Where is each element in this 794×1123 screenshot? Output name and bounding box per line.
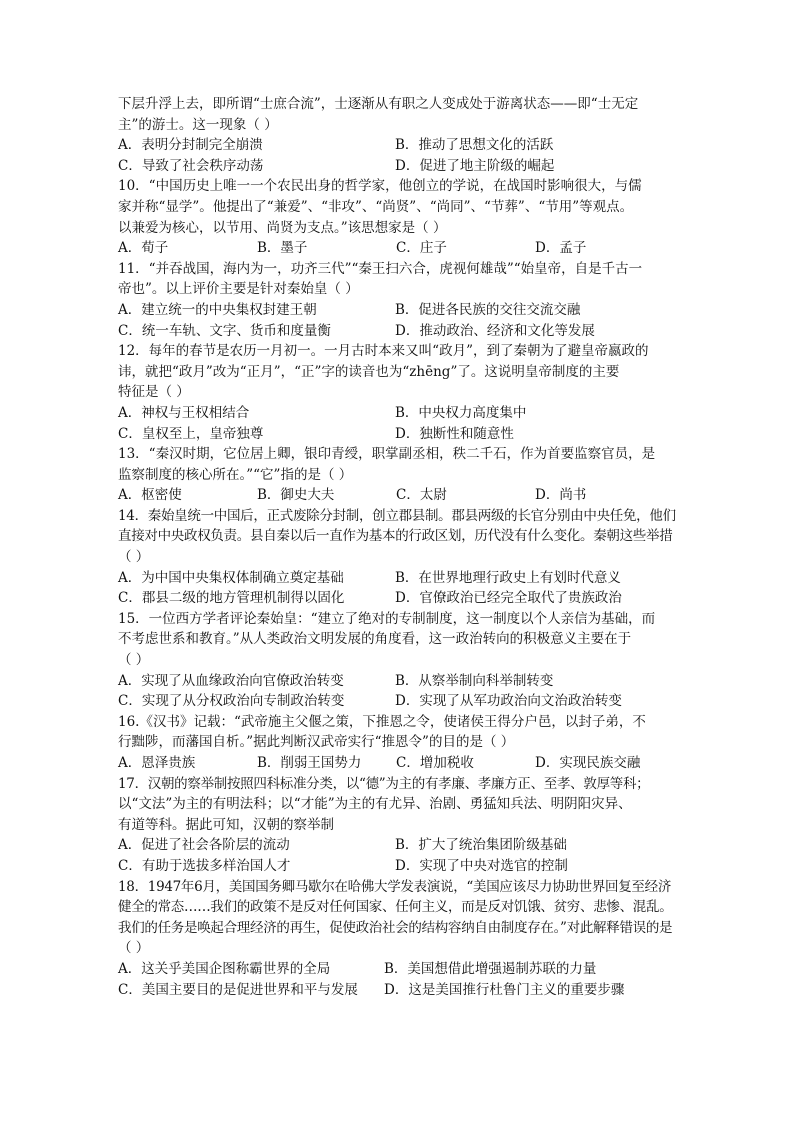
option-row xyxy=(118,485,678,506)
question-text: 不考虑世系和教育。”从人类政治文明发展的角度看，这一政治转向的积极意义主要在于 xyxy=(118,631,632,648)
option-b[interactable]: B．扩大了统治集团阶级基础 xyxy=(395,837,567,854)
question-text: 以兼爱为核心，以节用、尚贤为支点。”该思想家是（ ） xyxy=(118,219,447,236)
question-text: 直接对中央政权负责。县自秦以后一直作为基本的行政区划，历代没有什么变化。秦朝这些举措 xyxy=(118,528,673,545)
option-b[interactable]: B．削弱王国势力 xyxy=(257,755,362,771)
option-b[interactable]: B．御史大夫 xyxy=(257,487,335,504)
option-c[interactable]: C．郡县二级的地方管理机制得以固化 xyxy=(118,590,345,607)
option-a[interactable]: A．为中国中央集权体制确立奠定基础 xyxy=(118,569,344,586)
option-d[interactable]: D．这是美国推行杜鲁门主义的重要步骤 xyxy=(384,981,625,998)
option-row xyxy=(118,980,678,1001)
option-d[interactable]: D．孟子 xyxy=(535,240,587,257)
option-d[interactable]: D．官僚政治已经完全取代了贵族政治 xyxy=(395,590,622,607)
option-row xyxy=(118,156,678,177)
question-text: 18．1947年6月，美国国务卿马歇尔在哈佛大学发表演说，“美国应该尽力协助世界回复至经济 xyxy=(118,878,672,895)
option-row xyxy=(118,568,678,589)
question-text: 11．“并吞战国，海内为一，功齐三代”“秦王扫六合，虎视何雄哉”“始皇帝，自是千古一 xyxy=(118,260,643,277)
option-c[interactable]: C．统一车轨、文字、货币和度量衡 xyxy=(118,322,331,339)
option-c[interactable]: C．皇权至上，皇帝独尊 xyxy=(118,425,264,442)
option-row xyxy=(118,321,678,342)
question-text: （ ） xyxy=(118,549,150,566)
question-text: 13．“秦汉时期，它位居上卿，银印青绶，职掌副丞相，秩二千石，作为首要监察官员，是 xyxy=(118,446,656,463)
option-c[interactable]: C．导致了社会秩序动荡 xyxy=(118,157,264,174)
option-row xyxy=(118,835,678,856)
option-d[interactable]: D．独断性和随意性 xyxy=(395,425,514,442)
question-text: 16.《汉书》记载：“武帝施主父偃之策，下推恩之令，使诸侯王得分户邑，以封子弟，不 xyxy=(118,713,646,730)
option-d[interactable]: D．促进了地主阶级的崛起 xyxy=(395,157,555,174)
option-row xyxy=(118,691,678,712)
option-row xyxy=(118,753,678,774)
option-c[interactable]: C．增加税收 xyxy=(396,755,474,771)
question-text: 15．一位西方学者评论秦始皇：“建立了绝对的专制制度，这一制度以个人亲信为基础，而 xyxy=(118,610,656,627)
question-text: 以“文法”为主的有明法科；以“才能”为主的有尤异、治剧、勇猛知兵法、明阴阳灾异、 xyxy=(118,796,632,813)
question-text: 讳，就把“政月”改为“正月”，“正”字的读音也为“zhēng”了。这说明皇帝制度的主要 xyxy=(118,363,620,380)
option-row xyxy=(118,671,678,692)
option-row xyxy=(118,300,678,321)
option-d[interactable]: D．实现民族交融 xyxy=(535,755,641,771)
option-row xyxy=(118,135,678,156)
option-row xyxy=(118,959,678,980)
question-text: 行黜陟，而藩国自析。”据此判断汉武帝实行“推恩令”的目的是（ ） xyxy=(118,734,515,751)
question-text: 我们的任务是唤起合理经济的再生，促使政治社会的结构容纳自由制度存在。”对此解释错误的是 xyxy=(118,919,673,936)
option-c[interactable]: C．太尉 xyxy=(396,487,447,504)
option-a[interactable]: A．建立统一的中央集权封建王朝 xyxy=(118,301,317,318)
question-text: 12．每年的春节是农历一月初一。一月古时本来又叫“政月”，到了秦朝为了避皇帝嬴政的 xyxy=(118,343,649,360)
question-text: 主”的游士。这一现象（ ） xyxy=(118,116,278,133)
question-text: 帝也”。以上评价主要是针对秦始皇（ ） xyxy=(118,281,359,298)
question-text: 下层升浮上去，即所谓“士庶合流”，士逐渐从有职之人变成处于游离状态——即“士无定 xyxy=(118,96,639,112)
question-text: 有道等科。据此可知，汉朝的察举制 xyxy=(118,816,334,833)
question-text: （ ） xyxy=(118,940,150,957)
question-text: 特征是（ ） xyxy=(118,384,190,401)
question-text: 10．“中国历史上唯一一个农民出身的哲学家，他创立的学说，在战国时影响很大，与儒 xyxy=(118,178,642,195)
option-b[interactable]: B．推动了思想文化的活跃 xyxy=(395,137,554,154)
option-row xyxy=(118,588,678,609)
option-b[interactable]: B．中央权力高度集中 xyxy=(395,404,527,421)
question-text: （ ） xyxy=(118,652,150,669)
option-row xyxy=(118,403,678,424)
option-b[interactable]: B．从察举制向科举制转变 xyxy=(395,672,554,689)
option-c[interactable]: C．有助于选拔多样治国人才 xyxy=(118,857,291,874)
option-a[interactable]: A．恩泽贵族 xyxy=(118,755,196,771)
option-b[interactable]: B．美国想借此增强遏制苏联的力量 xyxy=(384,960,597,977)
option-a[interactable]: A．神权与王权相结合 xyxy=(118,404,250,421)
option-d[interactable]: D．实现了从军功政治向文治政治转变 xyxy=(395,693,622,710)
option-d[interactable]: D．尚书 xyxy=(535,487,587,504)
option-b[interactable]: B．墨子 xyxy=(257,240,308,257)
question-text: 监察制度的核心所在。”“它”指的是（ ） xyxy=(118,466,353,483)
option-a[interactable]: A．表明分封制完全崩溃 xyxy=(118,137,263,154)
option-row xyxy=(118,424,678,445)
question-text: 健全的常态……我们的政策不是反对任何国家、任何主义，而是反对饥饿、贫穷、悲惨、混乱。 xyxy=(118,899,673,916)
option-c[interactable]: C．庄子 xyxy=(396,240,447,257)
question-text: 17．汉朝的察举制按照四科标准分类，以“德”为主的有孝廉、孝廉方正、至孝、敦厚等科； xyxy=(118,775,650,792)
option-d[interactable]: D．实现了中央对选官的控制 xyxy=(395,857,568,874)
option-a[interactable]: A．实现了从血缘政治向官僚政治转变 xyxy=(118,672,344,689)
option-a[interactable]: A．枢密使 xyxy=(118,487,182,504)
question-text: 14．秦始皇统一中国后，正式废除分封制，创立郡县制。郡县两级的长官分别由中央任免，他们 xyxy=(118,507,676,524)
option-row xyxy=(118,856,678,877)
option-c[interactable]: C．美国主要目的是促进世界和平与发展 xyxy=(118,981,358,998)
question-block xyxy=(118,94,678,1000)
option-a[interactable]: A．荀子 xyxy=(118,240,169,257)
question-text: 家并称“显学”。他提出了“兼爱”、“非攻”、“尚贤”、“尚同”、“节葬”、“节用”等观点。 xyxy=(118,198,634,215)
option-b[interactable]: B．在世界地理行政史上有划时代意义 xyxy=(395,569,621,586)
option-c[interactable]: C．实现了从分权政治向专制政治转变 xyxy=(118,693,345,710)
option-row xyxy=(118,238,678,259)
option-a[interactable]: A．促进了社会各阶层的流动 xyxy=(118,837,290,854)
option-a[interactable]: A．这关乎美国企图称霸世界的全局 xyxy=(118,960,331,977)
option-b[interactable]: B．促进各民族的交往交流交融 xyxy=(395,301,581,318)
option-d[interactable]: D．推动政治、经济和文化等发展 xyxy=(395,322,595,339)
